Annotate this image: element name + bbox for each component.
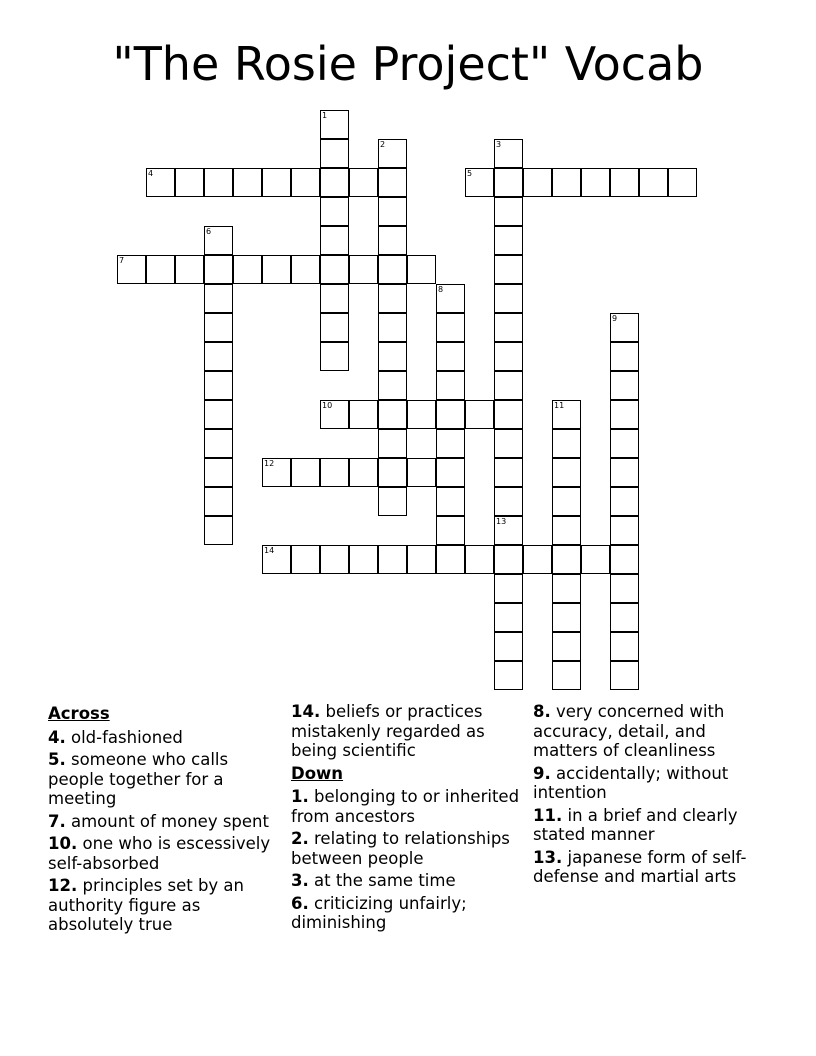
cell-number: 9	[612, 314, 618, 323]
clue-column-1	[48, 702, 280, 938]
grid-cell[interactable]	[204, 342, 233, 371]
grid-cell[interactable]	[320, 197, 349, 226]
cell-number: 11	[554, 401, 565, 410]
across-clue	[48, 834, 280, 873]
grid-cell[interactable]	[262, 168, 291, 197]
grid-cell[interactable]	[552, 168, 581, 197]
grid-cell[interactable]	[378, 168, 407, 197]
grid-cell[interactable]	[378, 487, 407, 516]
grid-cell[interactable]	[262, 545, 291, 574]
puzzle-title: "The Rosie Project" Vocab	[112, 37, 704, 91]
grid-cell[interactable]	[378, 255, 407, 284]
grid-cell[interactable]	[436, 400, 465, 429]
clue-column-3	[533, 702, 765, 890]
grid-cell[interactable]	[291, 255, 320, 284]
grid-cell[interactable]	[233, 168, 262, 197]
clue-text: someone who calls people together for a meeting	[48, 750, 229, 808]
down-clue	[291, 829, 523, 868]
down-clue	[291, 894, 523, 933]
grid-cell[interactable]	[668, 168, 697, 197]
grid-cell[interactable]	[494, 429, 523, 458]
grid-cell[interactable]	[494, 168, 523, 197]
across-clue	[291, 702, 523, 761]
grid-cell[interactable]	[320, 255, 349, 284]
down-clue	[533, 806, 765, 845]
clue-text: belonging to or inherited from ancestors	[291, 787, 520, 826]
grid-cell[interactable]	[262, 255, 291, 284]
cell-number: 1	[322, 111, 328, 120]
grid-cell[interactable]	[494, 139, 523, 168]
grid-cell[interactable]	[320, 226, 349, 255]
cell-number: 14	[264, 546, 275, 555]
grid-cell[interactable]	[233, 255, 262, 284]
grid-cell[interactable]	[378, 429, 407, 458]
grid-cell[interactable]	[552, 487, 581, 516]
grid-cell[interactable]	[552, 429, 581, 458]
clue-text: accidentally; without intention	[533, 763, 729, 802]
clue-text: beliefs or practices mistakenly regarded as being scientific	[291, 702, 485, 760]
grid-cell[interactable]	[204, 516, 233, 545]
grid-cell[interactable]	[378, 342, 407, 371]
grid-cell[interactable]	[378, 139, 407, 168]
grid-cell[interactable]	[378, 313, 407, 342]
grid-cell[interactable]	[436, 458, 465, 487]
grid-cell[interactable]	[262, 458, 291, 487]
grid-cell[interactable]	[610, 661, 639, 690]
across-heading: Across	[48, 704, 110, 723]
grid-cell[interactable]	[407, 458, 436, 487]
grid-cell[interactable]	[436, 342, 465, 371]
grid-cell[interactable]	[378, 400, 407, 429]
grid-cell[interactable]	[291, 545, 320, 574]
clue-number: 1.	[291, 787, 309, 806]
grid-cell[interactable]	[610, 168, 639, 197]
grid-cell[interactable]	[320, 458, 349, 487]
grid-cell[interactable]	[494, 632, 523, 661]
grid-cell[interactable]	[117, 255, 146, 284]
grid-cell[interactable]	[494, 603, 523, 632]
clue-number: 13.	[533, 847, 563, 867]
clue-number: 8.	[533, 702, 551, 721]
grid-cell[interactable]	[494, 313, 523, 342]
grid-cell[interactable]	[610, 574, 639, 603]
clue-number: 6.	[291, 893, 309, 913]
grid-cell[interactable]	[378, 226, 407, 255]
grid-cell[interactable]	[204, 458, 233, 487]
clue-text: at the same time	[308, 871, 456, 890]
grid-cell[interactable]	[552, 632, 581, 661]
clue-number: 5.	[48, 750, 66, 769]
clue-text: one who is escessively self-absorbed	[48, 834, 271, 873]
grid-cell[interactable]	[436, 545, 465, 574]
grid-cell[interactable]	[494, 545, 523, 574]
grid-cell[interactable]	[610, 371, 639, 400]
grid-cell[interactable]	[639, 168, 668, 197]
clue-column-2	[291, 702, 523, 936]
grid-cell[interactable]	[204, 400, 233, 429]
grid-cell[interactable]	[204, 255, 233, 284]
clue-text: japanese form of self-defense and martial arts	[533, 847, 747, 886]
grid-cell[interactable]	[610, 429, 639, 458]
grid-cell[interactable]	[610, 342, 639, 371]
grid-cell[interactable]	[349, 545, 378, 574]
grid-cell[interactable]	[494, 342, 523, 371]
grid-cell[interactable]	[407, 545, 436, 574]
grid-cell[interactable]	[378, 545, 407, 574]
grid-cell[interactable]	[494, 400, 523, 429]
grid-cell[interactable]	[146, 168, 175, 197]
grid-cell[interactable]	[552, 545, 581, 574]
cell-number: 3	[496, 140, 502, 149]
grid-cell[interactable]	[320, 168, 349, 197]
grid-cell[interactable]	[610, 516, 639, 545]
grid-cell[interactable]	[610, 458, 639, 487]
cell-number: 2	[380, 140, 386, 149]
grid-cell[interactable]	[552, 516, 581, 545]
clue-number: 2.	[291, 829, 309, 848]
cell-number: 13	[496, 517, 507, 526]
grid-cell[interactable]	[494, 661, 523, 690]
grid-cell[interactable]	[320, 313, 349, 342]
down-clue	[533, 848, 765, 887]
clue-text: old-fashioned	[65, 727, 183, 747]
grid-cell[interactable]	[320, 284, 349, 313]
clue-text: in a brief and clearly stated manner	[533, 805, 738, 844]
grid-cell[interactable]	[436, 371, 465, 400]
down-clue	[291, 787, 523, 826]
clue-text: principles set by an authority figure as absolutely true	[48, 876, 244, 934]
grid-cell[interactable]	[494, 487, 523, 516]
grid-cell[interactable]	[320, 545, 349, 574]
across-clue	[48, 876, 280, 935]
grid-cell[interactable]	[610, 487, 639, 516]
grid-cell[interactable]	[407, 255, 436, 284]
grid-cell[interactable]	[349, 400, 378, 429]
clue-number: 9.	[533, 763, 551, 783]
grid-cell[interactable]	[436, 516, 465, 545]
grid-cell[interactable]	[146, 255, 175, 284]
across-clue	[48, 750, 280, 809]
grid-cell[interactable]	[204, 487, 233, 516]
grid-cell[interactable]	[523, 545, 552, 574]
grid-cell[interactable]	[552, 603, 581, 632]
grid-cell[interactable]	[494, 197, 523, 226]
grid-cell[interactable]	[320, 110, 349, 139]
grid-cell[interactable]	[581, 545, 610, 574]
cell-number: 5	[467, 169, 473, 178]
cell-number: 7	[119, 256, 125, 265]
clue-text: criticizing unfairly; diminishing	[291, 893, 467, 932]
grid-cell[interactable]	[204, 284, 233, 313]
grid-cell[interactable]	[552, 574, 581, 603]
grid-cell[interactable]	[378, 197, 407, 226]
grid-cell[interactable]	[175, 255, 204, 284]
grid-cell[interactable]	[552, 661, 581, 690]
grid-cell[interactable]	[494, 226, 523, 255]
grid-cell[interactable]	[494, 284, 523, 313]
clue-number: 3.	[291, 871, 309, 890]
grid-cell[interactable]	[349, 168, 378, 197]
grid-cell[interactable]	[378, 458, 407, 487]
grid-cell[interactable]	[204, 226, 233, 255]
grid-cell[interactable]	[494, 516, 523, 545]
grid-cell[interactable]	[436, 429, 465, 458]
clue-number: 7.	[48, 811, 66, 831]
grid-cell[interactable]	[436, 313, 465, 342]
grid-cell[interactable]	[204, 429, 233, 458]
grid-cell[interactable]	[175, 168, 204, 197]
clue-number: 14.	[291, 702, 321, 721]
grid-cell[interactable]	[552, 458, 581, 487]
grid-cell[interactable]	[291, 458, 320, 487]
grid-cell[interactable]	[320, 400, 349, 429]
across-clue	[48, 728, 280, 748]
grid-cell[interactable]	[349, 255, 378, 284]
down-clue	[291, 871, 523, 891]
cell-number: 12	[264, 459, 275, 468]
grid-cell[interactable]	[610, 632, 639, 661]
cell-number: 6	[206, 227, 212, 236]
grid-cell[interactable]	[465, 545, 494, 574]
grid-cell[interactable]	[204, 313, 233, 342]
clue-number: 10.	[48, 834, 78, 853]
cell-number: 4	[148, 169, 154, 178]
grid-cell[interactable]	[291, 168, 320, 197]
clue-number: 11.	[533, 805, 563, 825]
clue-number: 4.	[48, 727, 66, 747]
grid-cell[interactable]	[320, 342, 349, 371]
grid-cell[interactable]	[204, 168, 233, 197]
clue-text: very concerned with accuracy, detail, and matters of cleanliness	[533, 702, 725, 760]
cell-number: 8	[438, 285, 444, 294]
grid-cell[interactable]	[465, 400, 494, 429]
grid-cell[interactable]	[204, 371, 233, 400]
grid-cell[interactable]	[494, 458, 523, 487]
down-clue	[533, 764, 765, 803]
grid-cell[interactable]	[378, 284, 407, 313]
grid-cell[interactable]	[320, 139, 349, 168]
grid-cell[interactable]	[465, 168, 494, 197]
down-clue	[533, 702, 765, 761]
grid-cell[interactable]	[610, 545, 639, 574]
grid-cell[interactable]	[610, 603, 639, 632]
clue-number: 12.	[48, 876, 78, 895]
down-heading: Down	[291, 763, 344, 783]
grid-cell[interactable]	[552, 400, 581, 429]
clue-text: relating to relationships between people	[291, 829, 510, 868]
grid-cell[interactable]	[378, 371, 407, 400]
clue-text: amount of money spent	[65, 811, 269, 831]
grid-cell[interactable]	[494, 255, 523, 284]
grid-cell[interactable]	[349, 458, 378, 487]
grid-cell[interactable]	[494, 574, 523, 603]
grid-cell[interactable]	[494, 371, 523, 400]
grid-cell[interactable]	[581, 168, 610, 197]
grid-cell[interactable]	[523, 168, 552, 197]
across-clue	[48, 812, 280, 832]
grid-cell[interactable]	[610, 400, 639, 429]
cell-number: 10	[322, 401, 333, 410]
grid-cell[interactable]	[407, 400, 436, 429]
grid-cell[interactable]	[436, 487, 465, 516]
grid-cell[interactable]	[436, 284, 465, 313]
grid-cell[interactable]	[610, 313, 639, 342]
